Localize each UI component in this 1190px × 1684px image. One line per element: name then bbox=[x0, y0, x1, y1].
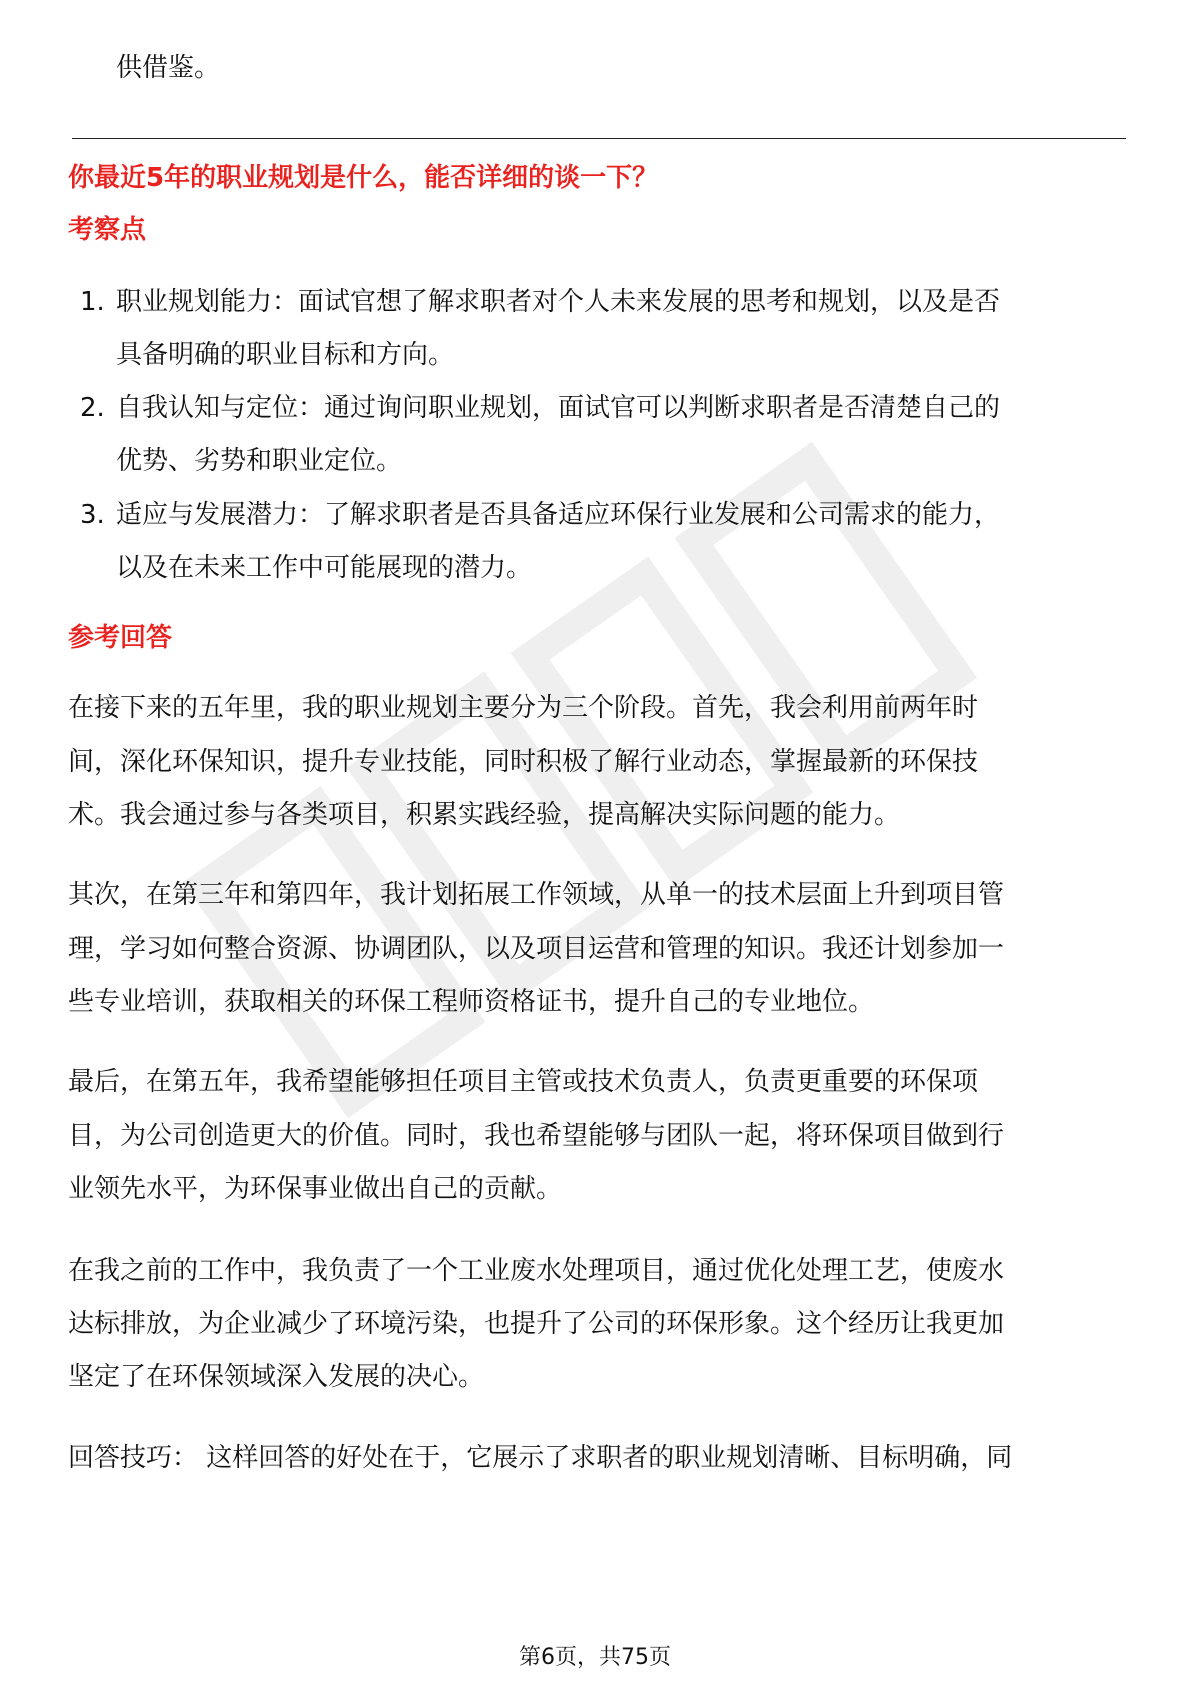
answer-paragraph-3-line-1: 最后，在第五年，我希望能够担任项目主管或技术负责人，负责更重要的环保项 bbox=[68, 1067, 979, 1097]
answer-paragraph-1-line-1: 在接下来的五年里，我的职业规划主要分为三个阶段。首先，我会利用前两年时 bbox=[68, 693, 979, 723]
answer-tips-line: 回答技巧： 这样回答的好处在于，它展示了求职者的职业规划清晰、目标明确，同 bbox=[68, 1443, 1013, 1473]
intro-tail-text: 供借鉴。 bbox=[116, 53, 221, 83]
answer-paragraph-2-line-1: 其次，在第三年和第四年，我计划拓展工作领域，从单一的技术层面上升到项目管 bbox=[68, 880, 1005, 910]
answer-paragraph-4-line-1: 在我之前的工作中，我负责了一个工业废水处理项目，通过优化处理工艺，使废水 bbox=[68, 1256, 1005, 1286]
focus-item-3-line-2: 以及在未来工作中可能展现的潜力。 bbox=[116, 553, 533, 583]
answer-paragraph-1-line-3: 术。我会通过参与各类项目，积累实践经验，提高解决实际问题的能力。 bbox=[68, 800, 901, 830]
answer-section-title: 参考回答 bbox=[68, 623, 173, 653]
watermark-graphic bbox=[130, 430, 1030, 1130]
page-footer: 第6页，共75页 bbox=[519, 1645, 671, 1670]
answer-paragraph-2-line-2: 理，学习如何整合资源、协调团队，以及项目运营和管理的知识。我还计划参加一 bbox=[68, 934, 1005, 964]
answer-paragraph-3-line-3: 业领先水平，为环保事业做出自己的贡献。 bbox=[68, 1174, 563, 1204]
focus-item-3-line-1: 适应与发展潜力：了解求职者是否具备适应环保行业发展和公司需求的能力， bbox=[116, 500, 1001, 530]
answer-paragraph-3-line-2: 目，为公司创造更大的价值。同时，我也希望能够与团队一起，将环保项目做到行 bbox=[68, 1121, 1005, 1151]
focus-item-2-line-1: 自我认知与定位：通过询问职业规划，面试官可以判断求职者是否清楚自己的 bbox=[116, 393, 1001, 423]
focus-item-2-number: 2. bbox=[80, 393, 105, 423]
focus-item-3-number: 3. bbox=[80, 500, 105, 530]
focus-section-title: 考察点 bbox=[68, 215, 147, 245]
answer-paragraph-2-line-3: 些专业培训，获取相关的环保工程师资格证书，提升自己的专业地位。 bbox=[68, 987, 875, 1017]
answer-paragraph-4-line-3: 坚定了在环保领域深入发展的决心。 bbox=[68, 1362, 485, 1392]
answer-paragraph-1-line-2: 间，深化环保知识，提升专业技能，同时积极了解行业动态，掌握最新的环保技 bbox=[68, 747, 979, 777]
section-divider bbox=[72, 138, 1126, 139]
focus-item-1-number: 1. bbox=[80, 287, 105, 317]
focus-item-2-line-2: 优势、劣势和职业定位。 bbox=[116, 446, 403, 476]
answer-paragraph-4-line-2: 达标排放，为企业减少了环境污染，也提升了公司的环保形象。这个经历让我更加 bbox=[68, 1309, 1005, 1339]
focus-item-1-line-1: 职业规划能力：面试官想了解求职者对个人未来发展的思考和规划，以及是否 bbox=[116, 287, 1001, 317]
focus-item-1-line-2: 具备明确的职业目标和方向。 bbox=[116, 340, 455, 370]
question-heading: 你最近5年的职业规划是什么，能否详细的谈一下？ bbox=[68, 163, 659, 193]
